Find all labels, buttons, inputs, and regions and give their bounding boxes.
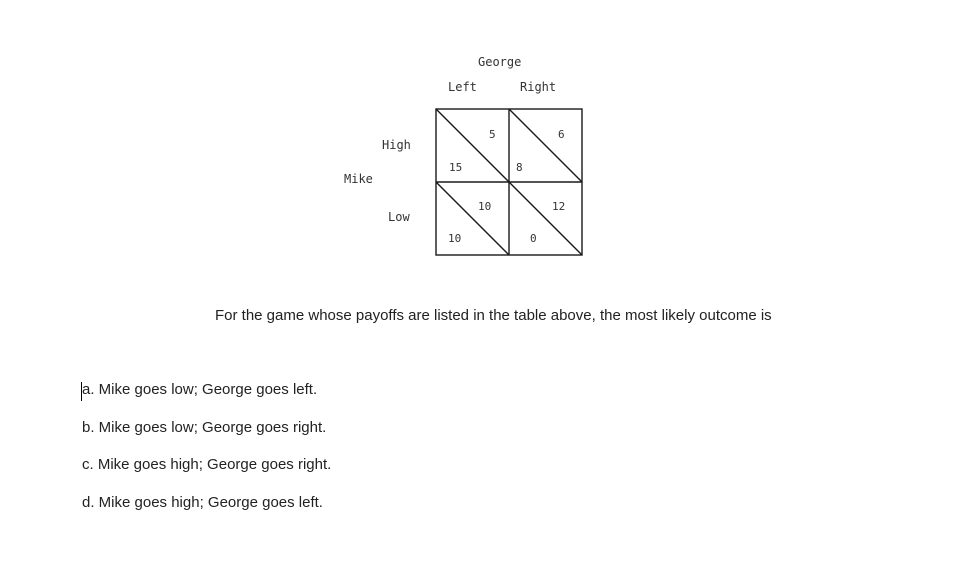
payoff-george-low-left: 10 bbox=[478, 200, 492, 213]
choice-a[interactable]: a. Mike goes low; George goes left. bbox=[82, 381, 318, 398]
payoff-mike-high-right: 8 bbox=[516, 161, 523, 174]
choice-c[interactable]: c. Mike goes high; George goes right. bbox=[82, 456, 332, 473]
choice-b[interactable]: b. Mike goes low; George goes right. bbox=[82, 418, 327, 436]
cell-diagonal-low-right bbox=[509, 182, 582, 255]
cell-diagonal-high-left bbox=[436, 109, 509, 182]
payoff-george-high-left: 5 bbox=[489, 128, 496, 141]
choice-d[interactable]: d. Mike goes high; George goes left. bbox=[82, 493, 323, 511]
payoff-mike-low-right: 0 bbox=[530, 232, 537, 245]
payoff-mike-high-left: 15 bbox=[449, 161, 463, 174]
cell-diagonal-low-left bbox=[436, 182, 509, 255]
payoff-george-low-right: 12 bbox=[552, 200, 566, 213]
row-player-label: Mike bbox=[344, 172, 373, 186]
column-player-label: George bbox=[478, 55, 522, 69]
column-strategy-left: Left bbox=[448, 80, 477, 94]
answer-choices bbox=[82, 380, 331, 530]
column-strategy-right: Right bbox=[520, 80, 557, 94]
row-strategy-high: High bbox=[382, 138, 411, 152]
payoff-george-high-right: 6 bbox=[558, 128, 565, 141]
payoff-mike-low-left: 10 bbox=[448, 232, 462, 245]
row-strategy-low: Low bbox=[388, 210, 410, 224]
question-prompt: For the game whose payoffs are listed in the table above, the most likely outcome is bbox=[215, 307, 772, 324]
